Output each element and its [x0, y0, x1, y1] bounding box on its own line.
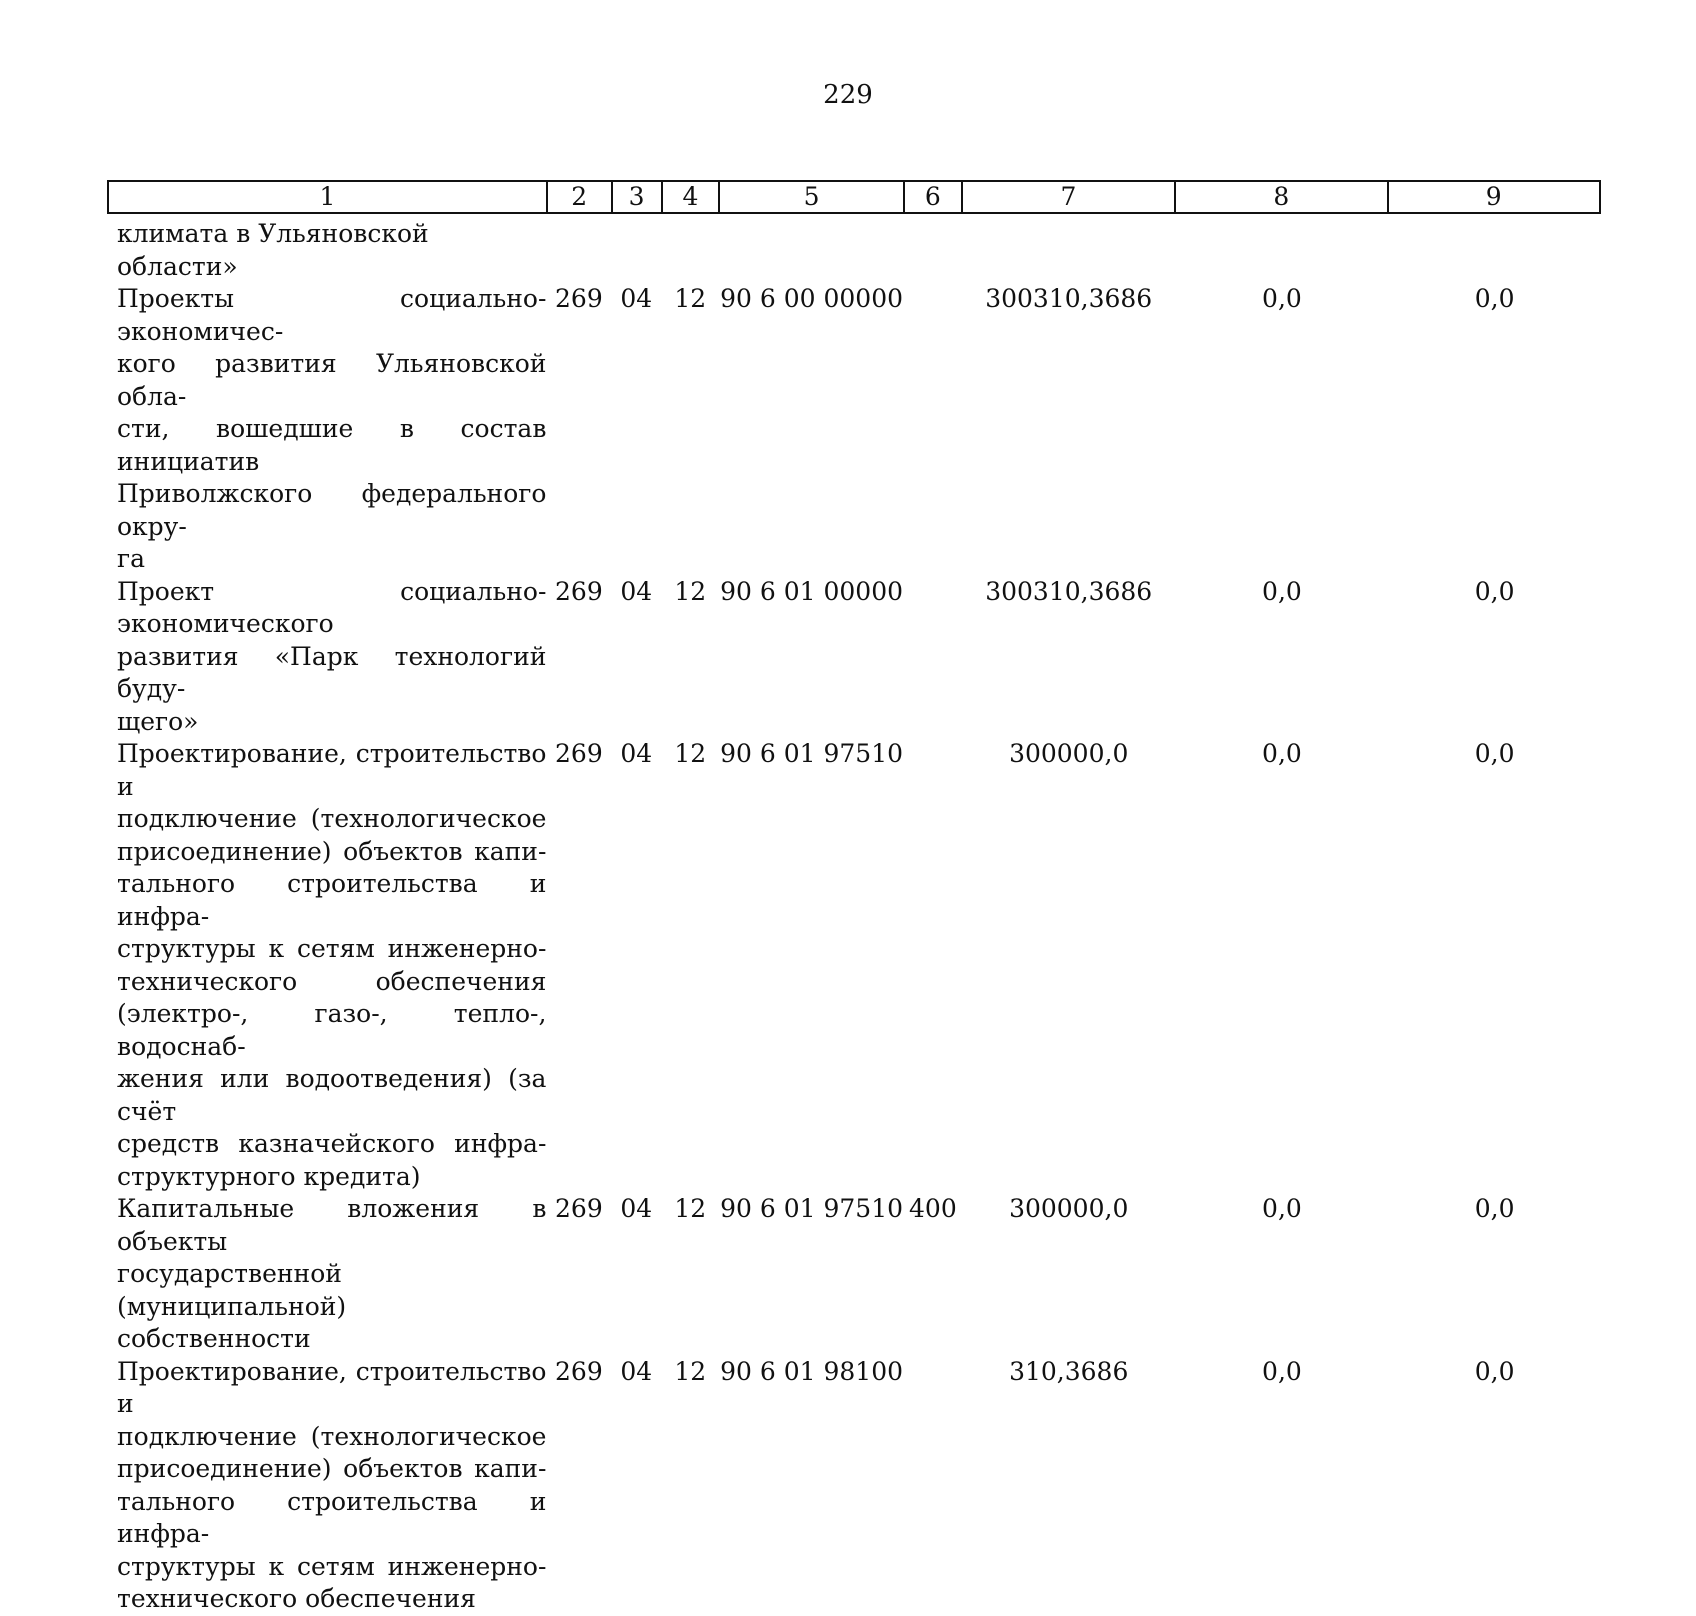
- cell-col-9: 0,0: [1474, 576, 1515, 606]
- cell-col-4: 12: [674, 1356, 707, 1386]
- cell-col-3: 04: [620, 1194, 653, 1223]
- cell-col-3: 04: [620, 576, 653, 606]
- desc-line: щего»: [117, 706, 199, 736]
- desc-line: Приволжского федерального окру-: [117, 479, 547, 541]
- row-description: [117, 1193, 546, 1356]
- desc-line: Капитальные вложения в объекты: [117, 1194, 547, 1256]
- cell-col-5: 90 6 01 00000: [720, 576, 904, 606]
- cell-col-4: 12: [674, 739, 707, 768]
- cell-col-6: [904, 738, 962, 1193]
- desc-line: государственной (муниципальной): [117, 1259, 347, 1321]
- header-col-4: 4: [661, 182, 719, 212]
- desc-line: тального строительства и инфра-: [117, 869, 547, 931]
- table-row: [117, 1193, 1601, 1356]
- row-description: [117, 283, 546, 576]
- desc-line: структуры к сетям инженерно-: [117, 934, 547, 963]
- cell-col-7: 310,3686: [1009, 1356, 1129, 1386]
- cell-col-3: 04: [620, 1356, 653, 1386]
- desc-line: га: [117, 544, 146, 573]
- header-col-1: 1: [319, 182, 336, 211]
- desc-line: подключение (технологическое: [117, 1421, 547, 1451]
- cell-col-8: 0,0: [1262, 576, 1302, 606]
- desc-line: собственности: [117, 1324, 311, 1353]
- cell-col-3: 04: [620, 284, 653, 313]
- header-col-8: 8: [1174, 182, 1386, 212]
- cell-col-8: 0,0: [1262, 284, 1302, 313]
- cell-col-8: 0,0: [1262, 1194, 1302, 1223]
- cell-col-5: 90 6 01 97510: [720, 739, 904, 768]
- desc-line: присоединение) объектов капи-: [117, 1454, 547, 1483]
- row-description: [117, 576, 546, 739]
- cell-col-7: 300000,0: [1009, 1194, 1129, 1223]
- cell-col-6: 400: [909, 1194, 957, 1223]
- table-body: [117, 218, 1601, 1616]
- desc-line: (электро-, газо-, тепло-, водоснаб-: [117, 999, 547, 1061]
- cell-col-4: 12: [674, 1194, 707, 1223]
- continuation-text: климата в Ульяновской области»: [117, 219, 429, 281]
- cell-col-2: 269: [555, 576, 603, 606]
- desc-line: структуры к сетям инженерно-: [117, 1551, 547, 1581]
- cell-col-2: 269: [555, 284, 603, 313]
- cell-col-5: 90 6 01 98100: [720, 1356, 904, 1386]
- cell-col-2: 269: [555, 1194, 603, 1223]
- header-col-3: 3: [611, 182, 661, 212]
- cell-col-4: 12: [674, 576, 707, 606]
- header-col-9: 9: [1387, 182, 1599, 212]
- desc-line: Проекты социально-экономичес-: [117, 284, 547, 346]
- row-description: [117, 1356, 546, 1616]
- row-description: [117, 738, 546, 1193]
- header-col-7: 7: [961, 182, 1174, 212]
- desc-line: Проект социально-экономического: [117, 576, 547, 638]
- page-number: 229: [823, 80, 873, 110]
- desc-line: технического обеспечения: [117, 1584, 476, 1613]
- cell-col-9: 0,0: [1474, 1194, 1515, 1223]
- desc-line: жения или водоотведения) (за счёт: [117, 1064, 547, 1126]
- cell-col-3: 04: [620, 739, 653, 768]
- table-row: [117, 576, 1601, 739]
- desc-line: Проектирование, строительство и: [117, 739, 547, 801]
- header-col-2: 2: [546, 182, 611, 212]
- cell-col-7: 300000,0: [1009, 739, 1129, 768]
- table-header: [107, 180, 1601, 214]
- desc-line: кого развития Ульяновской обла-: [117, 349, 547, 411]
- cell-col-5: 90 6 00 00000: [720, 284, 904, 313]
- cell-col-6: [904, 576, 962, 739]
- cell-col-7: 300310,3686: [985, 576, 1153, 606]
- cell-col-6: [904, 1356, 962, 1616]
- desc-line: сти, вошедшие в состав инициатив: [117, 414, 547, 476]
- desc-line: тального строительства и инфра-: [117, 1486, 547, 1548]
- desc-line: средств казначейского инфра-: [117, 1129, 547, 1158]
- cell-col-8: 0,0: [1262, 739, 1302, 768]
- cell-col-2: 269: [555, 739, 603, 768]
- desc-line: развития «Парк технологий буду-: [117, 641, 547, 703]
- cell-col-6: [904, 283, 962, 576]
- table-row: [117, 1356, 1601, 1616]
- header-col-6: 6: [903, 182, 961, 212]
- cell-col-5: 90 6 01 97510: [720, 1194, 904, 1223]
- header-col-5: 5: [718, 182, 903, 212]
- cell-col-7: 300310,3686: [985, 284, 1153, 313]
- cell-col-9: 0,0: [1474, 284, 1515, 313]
- cell-col-2: 269: [555, 1356, 603, 1386]
- desc-line: Проектирование, строительство и: [117, 1356, 547, 1418]
- cell-col-8: 0,0: [1262, 1356, 1302, 1386]
- cell-col-9: 0,0: [1474, 739, 1515, 768]
- cell-col-9: 0,0: [1474, 1356, 1515, 1386]
- desc-line: технического обеспечения: [117, 966, 547, 996]
- table-row: [117, 283, 1601, 576]
- desc-line: присоединение) объектов капи-: [117, 836, 547, 866]
- desc-line: подключение (технологическое: [117, 804, 547, 833]
- table-row: [117, 738, 1601, 1193]
- desc-line: структурного кредита): [117, 1161, 421, 1191]
- cell-col-4: 12: [674, 284, 707, 313]
